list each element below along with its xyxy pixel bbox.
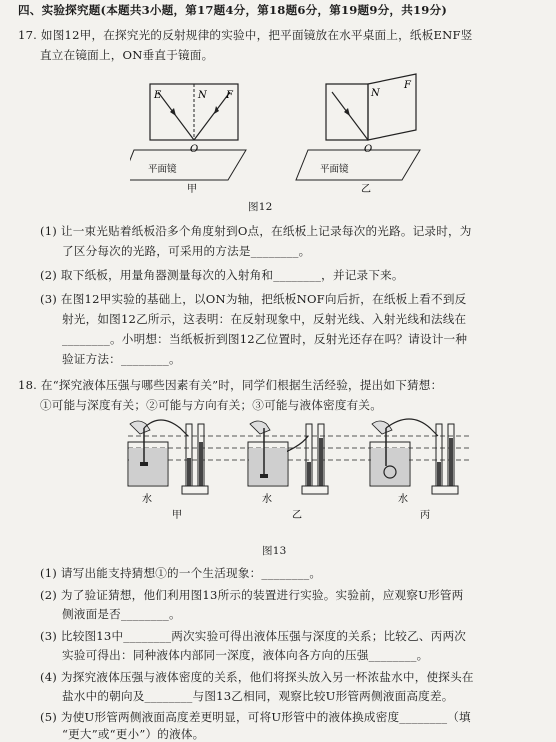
figure-13-caption: 图13 xyxy=(262,545,287,557)
hand-bing xyxy=(372,421,392,434)
figure-12-jia xyxy=(130,84,246,195)
panel-label-yi: 乙 xyxy=(361,184,371,195)
panel-label-jia: 甲 xyxy=(187,184,197,195)
panel-label-yi-13: 乙 xyxy=(292,510,302,521)
label-o-yi: O xyxy=(364,144,373,155)
q18-part1: (1) 请写出能支持猜想①的一个生活现象：________。 xyxy=(40,566,322,580)
label-n-jia: N xyxy=(198,90,207,101)
label-o-jia: O xyxy=(190,144,199,155)
q18-part5-line1: (5) 为使U形管两侧液面高度差更明显，可将U形管中的液体换成密度________（填 xyxy=(40,710,471,724)
hand-yi xyxy=(250,421,270,434)
q17-part3-line2: 射光，如图12乙所示，这表明：在反射现象中，反射光线、入射光线和法线在 xyxy=(62,312,467,326)
q18-part3-line1: (3) 比较图13中________两次实验可得出液体压强与深度的关系；比较乙、丙两次 xyxy=(40,629,467,643)
figure-13 xyxy=(110,418,482,538)
panel-label-bing: 丙 xyxy=(420,510,430,521)
q17-stem-line2: 直立在镜面上，ON垂直于镜面。 xyxy=(40,48,214,62)
probe-jia xyxy=(140,462,148,466)
u-stand-jia xyxy=(182,486,208,494)
figure-12-yi xyxy=(296,74,420,195)
q17-part3-line3: ________。小明想：当纸板折到图12乙位置时，反射光还存在吗？请设计一种 xyxy=(62,332,468,346)
q18-part4-line1: (4) 为探究液体压强与液体密度的关系，他们将探头放入另一杯浓盐水中，使探头在 xyxy=(40,670,474,684)
q17-part2: (2) 取下纸板，用量角器测量每次的入射角和________，并记录下来。 xyxy=(40,268,404,282)
figure-13-jia xyxy=(128,420,208,521)
tube-jia xyxy=(144,420,188,436)
u-stand-bing xyxy=(432,486,458,494)
u-liquid-right-jia xyxy=(199,442,203,486)
probe-yi xyxy=(260,474,268,478)
water-jia xyxy=(129,448,167,485)
q18-part2-line2: 侧液面是否________。 xyxy=(62,607,181,621)
u-liquid-right-yi xyxy=(319,438,323,486)
figure-13-bing xyxy=(370,419,458,521)
label-e-jia: E xyxy=(154,90,162,101)
mirror-label-yi: 平面镜 xyxy=(320,164,349,175)
mirror-label-jia: 平面镜 xyxy=(148,164,177,175)
q17-part1-line2: 了区分每次的光路，可采用的方法是________。 xyxy=(62,244,311,258)
u-liquid-right-bing xyxy=(449,438,453,486)
q17-part3-line4: 验证方法：________。 xyxy=(62,352,181,366)
u-liquid-left-yi xyxy=(307,462,311,486)
water-yi xyxy=(249,448,287,485)
liquid-label-yi: 水 xyxy=(262,494,272,505)
label-n-yi: N xyxy=(371,88,380,99)
section-header: 四、实验探究题(本题共3小题，第17题4分，第18题6分，第19题9分，共19分) xyxy=(18,3,448,17)
u-liquid-left-jia xyxy=(187,458,191,486)
liquid-label-bing: 水 xyxy=(398,494,408,505)
figure-12 xyxy=(130,72,450,197)
q18-part5-line2: “更大”或“更小”）的液体。 xyxy=(62,727,205,741)
q17-part1-line1: (1) 让一束光贴着纸板沿多个角度射到O点，在纸板上记录每次的光路。记录时，为 xyxy=(40,224,472,238)
figure-12-caption: 图12 xyxy=(248,201,273,213)
label-f-yi: F xyxy=(404,80,411,91)
q18-part4-line2: 盐水中的朝向及________与图13乙相同，观察比较U形管两侧液面高度差。 xyxy=(62,689,454,703)
u-stand-yi xyxy=(302,486,328,494)
q18-part2-line1: (2) 为了验证猜想，他们利用图13所示的装置进行实验。实验前，应观察U形管两 xyxy=(40,588,464,602)
hand-jia xyxy=(130,421,150,434)
u-liquid-left-bing xyxy=(437,462,441,486)
tube-bing xyxy=(386,419,438,436)
mirror-plane-yi xyxy=(296,150,420,180)
q18-stem-line2: ①可能与深度有关；②可能与方向有关；③可能与液体密度有关。 xyxy=(40,398,383,412)
label-f-jia: F xyxy=(226,90,233,101)
q17-stem-line1: 17. 如图12甲，在探究光的反射规律的实验中，把平面镜放在水平桌面上，纸板ENF竖 xyxy=(18,28,473,42)
q18-part3-line2: 实验可得出：同种液体内部同一深度，液体向各方向的压强________。 xyxy=(62,648,429,662)
q17-part3-line1: (3) 在图12甲实验的基础上，以ON为轴，把纸板NOF向后折，在纸板上看不到反 xyxy=(40,292,467,306)
q18-stem-line1: 18. 在“探究液体压强与哪些因素有关”时，同学们根据生活经验，提出如下猜想： xyxy=(18,378,443,392)
liquid-label-jia: 水 xyxy=(142,494,152,505)
panel-label-jia-13: 甲 xyxy=(172,510,182,521)
